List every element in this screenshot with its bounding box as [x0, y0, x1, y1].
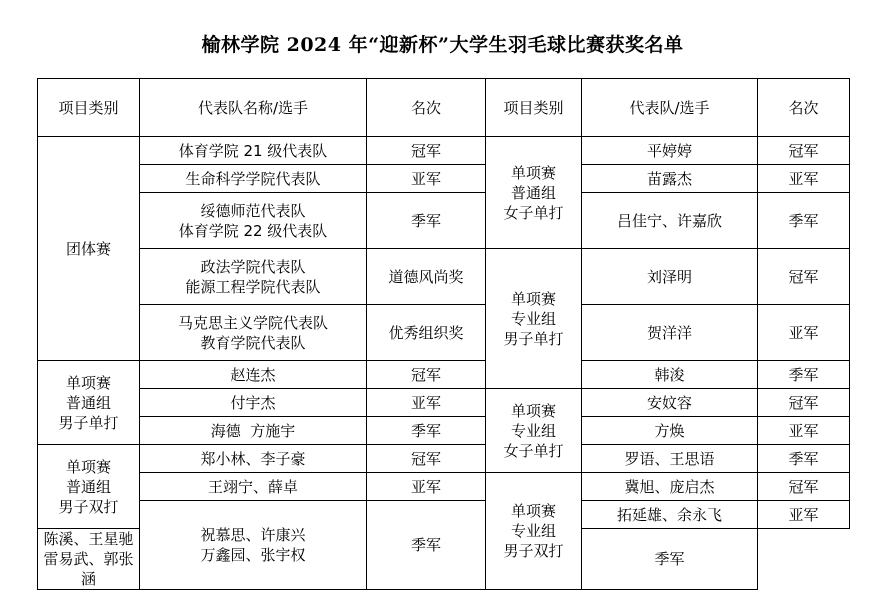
team-cell: 海德 方施宇 — [140, 417, 367, 445]
rank-cell: 冠军 — [367, 361, 486, 389]
table-row — [38, 445, 850, 473]
category-cell: 单项赛 普通组 男子双打 — [38, 445, 140, 529]
rank-cell: 亚军 — [367, 165, 486, 193]
rank-cell: 冠军 — [367, 137, 486, 165]
rank-cell-right: 季军 — [758, 193, 850, 249]
team-cell-right: 方焕 — [582, 417, 758, 445]
team-cell-right: 冀旭、庞启杰 — [582, 473, 758, 501]
team-cell-right: 陈溪、王星驰 雷易武、郭张涵 — [38, 529, 140, 590]
rank-cell: 道德风尚奖 — [367, 249, 486, 305]
rank-cell-right: 亚军 — [758, 501, 850, 529]
header-rank-right: 名次 — [758, 79, 850, 137]
team-cell: 郑小林、李子豪 — [140, 445, 367, 473]
rank-cell: 季军 — [367, 501, 486, 590]
team-cell: 王翊宁、薛卓 — [140, 473, 367, 501]
team-cell: 绥德师范代表队 体育学院 22 级代表队 — [140, 193, 367, 249]
team-cell-right: 安妏容 — [582, 389, 758, 417]
rank-cell: 亚军 — [367, 389, 486, 417]
rank-cell-right: 季军 — [582, 529, 758, 590]
team-cell: 赵连杰 — [140, 361, 367, 389]
header-category-right: 项目类别 — [486, 79, 582, 137]
team-cell-right: 苗露杰 — [582, 165, 758, 193]
table-row — [38, 389, 850, 417]
team-cell: 生命科学学院代表队 — [140, 165, 367, 193]
team-cell-right: 拓延雄、余永飞 — [582, 501, 758, 529]
header-team-right: 代表队/选手 — [582, 79, 758, 137]
category-cell-right: 单项赛 专业组 男子双打 — [486, 473, 582, 590]
team-cell: 付宇杰 — [140, 389, 367, 417]
category-cell-right: 单项赛 专业组 男子单打 — [486, 249, 582, 389]
rank-cell-right: 冠军 — [758, 249, 850, 305]
team-cell-right: 韩浚 — [582, 361, 758, 389]
rank-cell-right: 季军 — [758, 361, 850, 389]
category-cell: 团体赛 — [38, 137, 140, 361]
table-row — [38, 249, 850, 305]
header-team: 代表队名称/选手 — [140, 79, 367, 137]
awards-table — [37, 78, 850, 590]
team-cell-right: 平婷婷 — [582, 137, 758, 165]
category-cell-right: 单项赛 普通组 女子单打 — [486, 137, 582, 249]
team-cell-right: 吕佳宁、许嘉欣 — [582, 193, 758, 249]
team-cell: 马克思主义学院代表队 教育学院代表队 — [140, 305, 367, 361]
rank-cell: 亚军 — [367, 473, 486, 501]
team-cell-right: 刘泽明 — [582, 249, 758, 305]
table-row — [38, 193, 850, 249]
rank-cell-right: 冠军 — [758, 137, 850, 165]
team-cell: 祝慕思、许康兴 万鑫园、张宇权 — [140, 501, 367, 590]
table-row — [38, 501, 850, 529]
table-row — [38, 417, 850, 445]
page-title: 榆林学院 2024 年“迎新杯”大学生羽毛球比赛获奖名单 — [201, 34, 684, 56]
rank-cell: 季军 — [367, 193, 486, 249]
rank-cell-right: 冠军 — [758, 473, 850, 501]
table-header-row — [38, 79, 850, 137]
header-category: 项目类别 — [38, 79, 140, 137]
team-cell: 体育学院 21 级代表队 — [140, 137, 367, 165]
table-row — [38, 361, 850, 389]
rank-cell: 冠军 — [367, 445, 486, 473]
team-cell-right: 贺洋洋 — [582, 305, 758, 361]
category-cell: 单项赛 普通组 男子单打 — [38, 361, 140, 445]
category-cell-right: 单项赛 专业组 女子单打 — [486, 389, 582, 473]
rank-cell: 优秀组织奖 — [367, 305, 486, 361]
rank-cell: 季军 — [367, 417, 486, 445]
rank-cell-right: 亚军 — [758, 417, 850, 445]
team-cell: 政法学院代表队 能源工程学院代表队 — [140, 249, 367, 305]
rank-cell-right: 季军 — [758, 445, 850, 473]
rank-cell-right: 亚军 — [758, 165, 850, 193]
rank-cell-right: 冠军 — [758, 389, 850, 417]
team-cell-right: 罗语、王思语 — [582, 445, 758, 473]
table-row — [38, 137, 850, 165]
table-row — [38, 305, 850, 361]
table-row — [38, 473, 850, 501]
header-rank: 名次 — [367, 79, 486, 137]
table-row — [38, 165, 850, 193]
rank-cell-right: 亚军 — [758, 305, 850, 361]
